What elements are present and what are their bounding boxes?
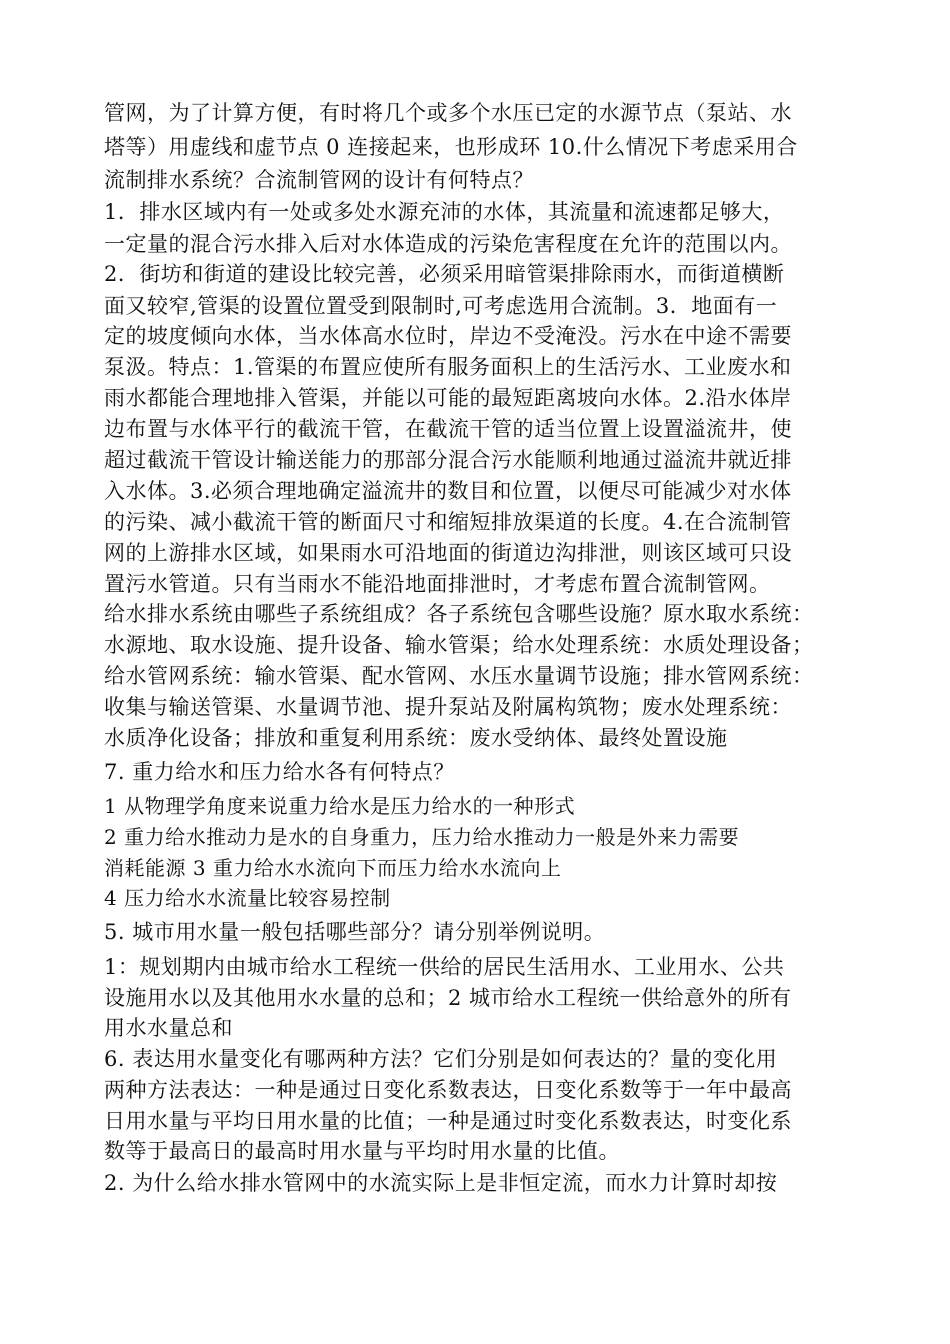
text-line: 2．街坊和街道的建设比较完善，必须采用暗管渠排除雨水，而街道横断: [104, 262, 785, 286]
text-line: 给水管网系统：输水管渠、配水管网、水压水量调节设施；排水管网系统：: [104, 664, 814, 688]
text-line: 日用水量与平均日用水量的比值；一种是通过时变化系数表达，时变化系: [104, 1109, 792, 1133]
text-line: 1 从物理学角度来说重力给水是压力给水的一种形式: [104, 794, 576, 818]
text-line: 置污水管道。只有当雨水不能沿地面排泄时，才考虑布置合流制管网。: [104, 572, 771, 596]
text-line: 一定量的混合污水排入后对水体造成的污染危害程度在允许的范围以内。: [104, 232, 792, 256]
text-line: 超过截流干管设计输送能力的那部分混合污水能顺利地通过溢流井就近排: [104, 448, 792, 472]
text-line: 塔等）用虚线和虚节点 0 连接起来，也形成环 10.什么情况下考虑采用合: [104, 135, 798, 159]
text-line: 数等于最高日的最高时用水量与平均时用水量的比值。: [104, 1139, 620, 1163]
text-line: 4 压力给水水流量比较容易控制: [104, 886, 391, 910]
text-line: 1．排水区域内有一处或多处水源充沛的水体，其流量和流速都足够大，: [104, 200, 785, 224]
text-line: 水质净化设备；排放和重复利用系统：废水受纳体、最终处置设施: [104, 726, 728, 750]
text-line: 用水水量总和: [104, 1016, 233, 1040]
text-line: 雨水都能合理地排入管渠，并能以可能的最短距离坡向水体。2.沿水体岸: [104, 386, 792, 410]
text-line: 定的坡度倾向水体，当水体高水位时，岸边不受淹没。污水在中途不需要: [104, 324, 792, 348]
question-heading: 5. 城市用水量一般包括哪些部分？请分别举例说明。: [104, 920, 606, 944]
text-line: 流制排水系统？合流制管网的设计有何特点？: [104, 168, 534, 192]
text-line: 面又较窄,管渠的设置位置受到限制时,可考虑选用合流制。3．地面有一: [104, 294, 778, 318]
text-line: 给水排水系统由哪些子系统组成？各子系统包含哪些设施？原水取水系统：: [104, 602, 814, 626]
question-heading: 7. 重力给水和压力给水各有何特点？: [104, 760, 455, 784]
text-line: 的污染、减小截流干管的断面尺寸和缩短排放渠道的长度。4.在合流制管: [104, 510, 792, 534]
text-line: 入水体。3.必须合理地确定溢流井的数目和位置，以便尽可能减少对水体: [104, 479, 792, 503]
text-line: 2 重力给水推动力是水的自身重力，压力给水推动力一般是外来力需要: [104, 825, 740, 849]
text-line: 管网，为了计算方便，有时将几个或多个水压已定的水源节点（泵站、水: [104, 101, 792, 125]
text-line: 网的上游排水区域，如果雨水可沿地面的街道边沟排泄，则该区域可只设: [104, 541, 792, 565]
question-heading: 6. 表达用水量变化有哪两种方法？它们分别是如何表达的？量的变化用: [104, 1047, 778, 1071]
text-line: 收集与输送管渠、水量调节池、提升泵站及附属构筑物；废水处理系统：: [104, 695, 792, 719]
text-line: 1：规划期内由城市给水工程统一供给的居民生活用水、工业用水、公共: [104, 955, 785, 979]
text-line: 边布置与水体平行的截流干管，在截流干管的适当位置上设置溢流井，使: [104, 417, 792, 441]
text-line: 泵汲。特点：1.管渠的布置应使所有服务面积上的生活污水、工业废水和: [104, 355, 792, 379]
text-line: 设施用水以及其他用水水量的总和；2 城市给水工程统一供给意外的所有: [104, 986, 792, 1010]
text-line: 消耗能源 3 重力给水水流向下而压力给水水流向上: [104, 856, 562, 880]
text-line: 水源地、取水设施、提升设备、输水管渠；给水处理系统：水质处理设备；: [104, 633, 814, 657]
question-heading: 2. 为什么给水排水管网中的水流实际上是非恒定流，而水力计算时却按: [104, 1171, 778, 1195]
text-line: 两种方法表达：一种是通过日变化系数表达，日变化系数等于一年中最高: [104, 1078, 792, 1102]
